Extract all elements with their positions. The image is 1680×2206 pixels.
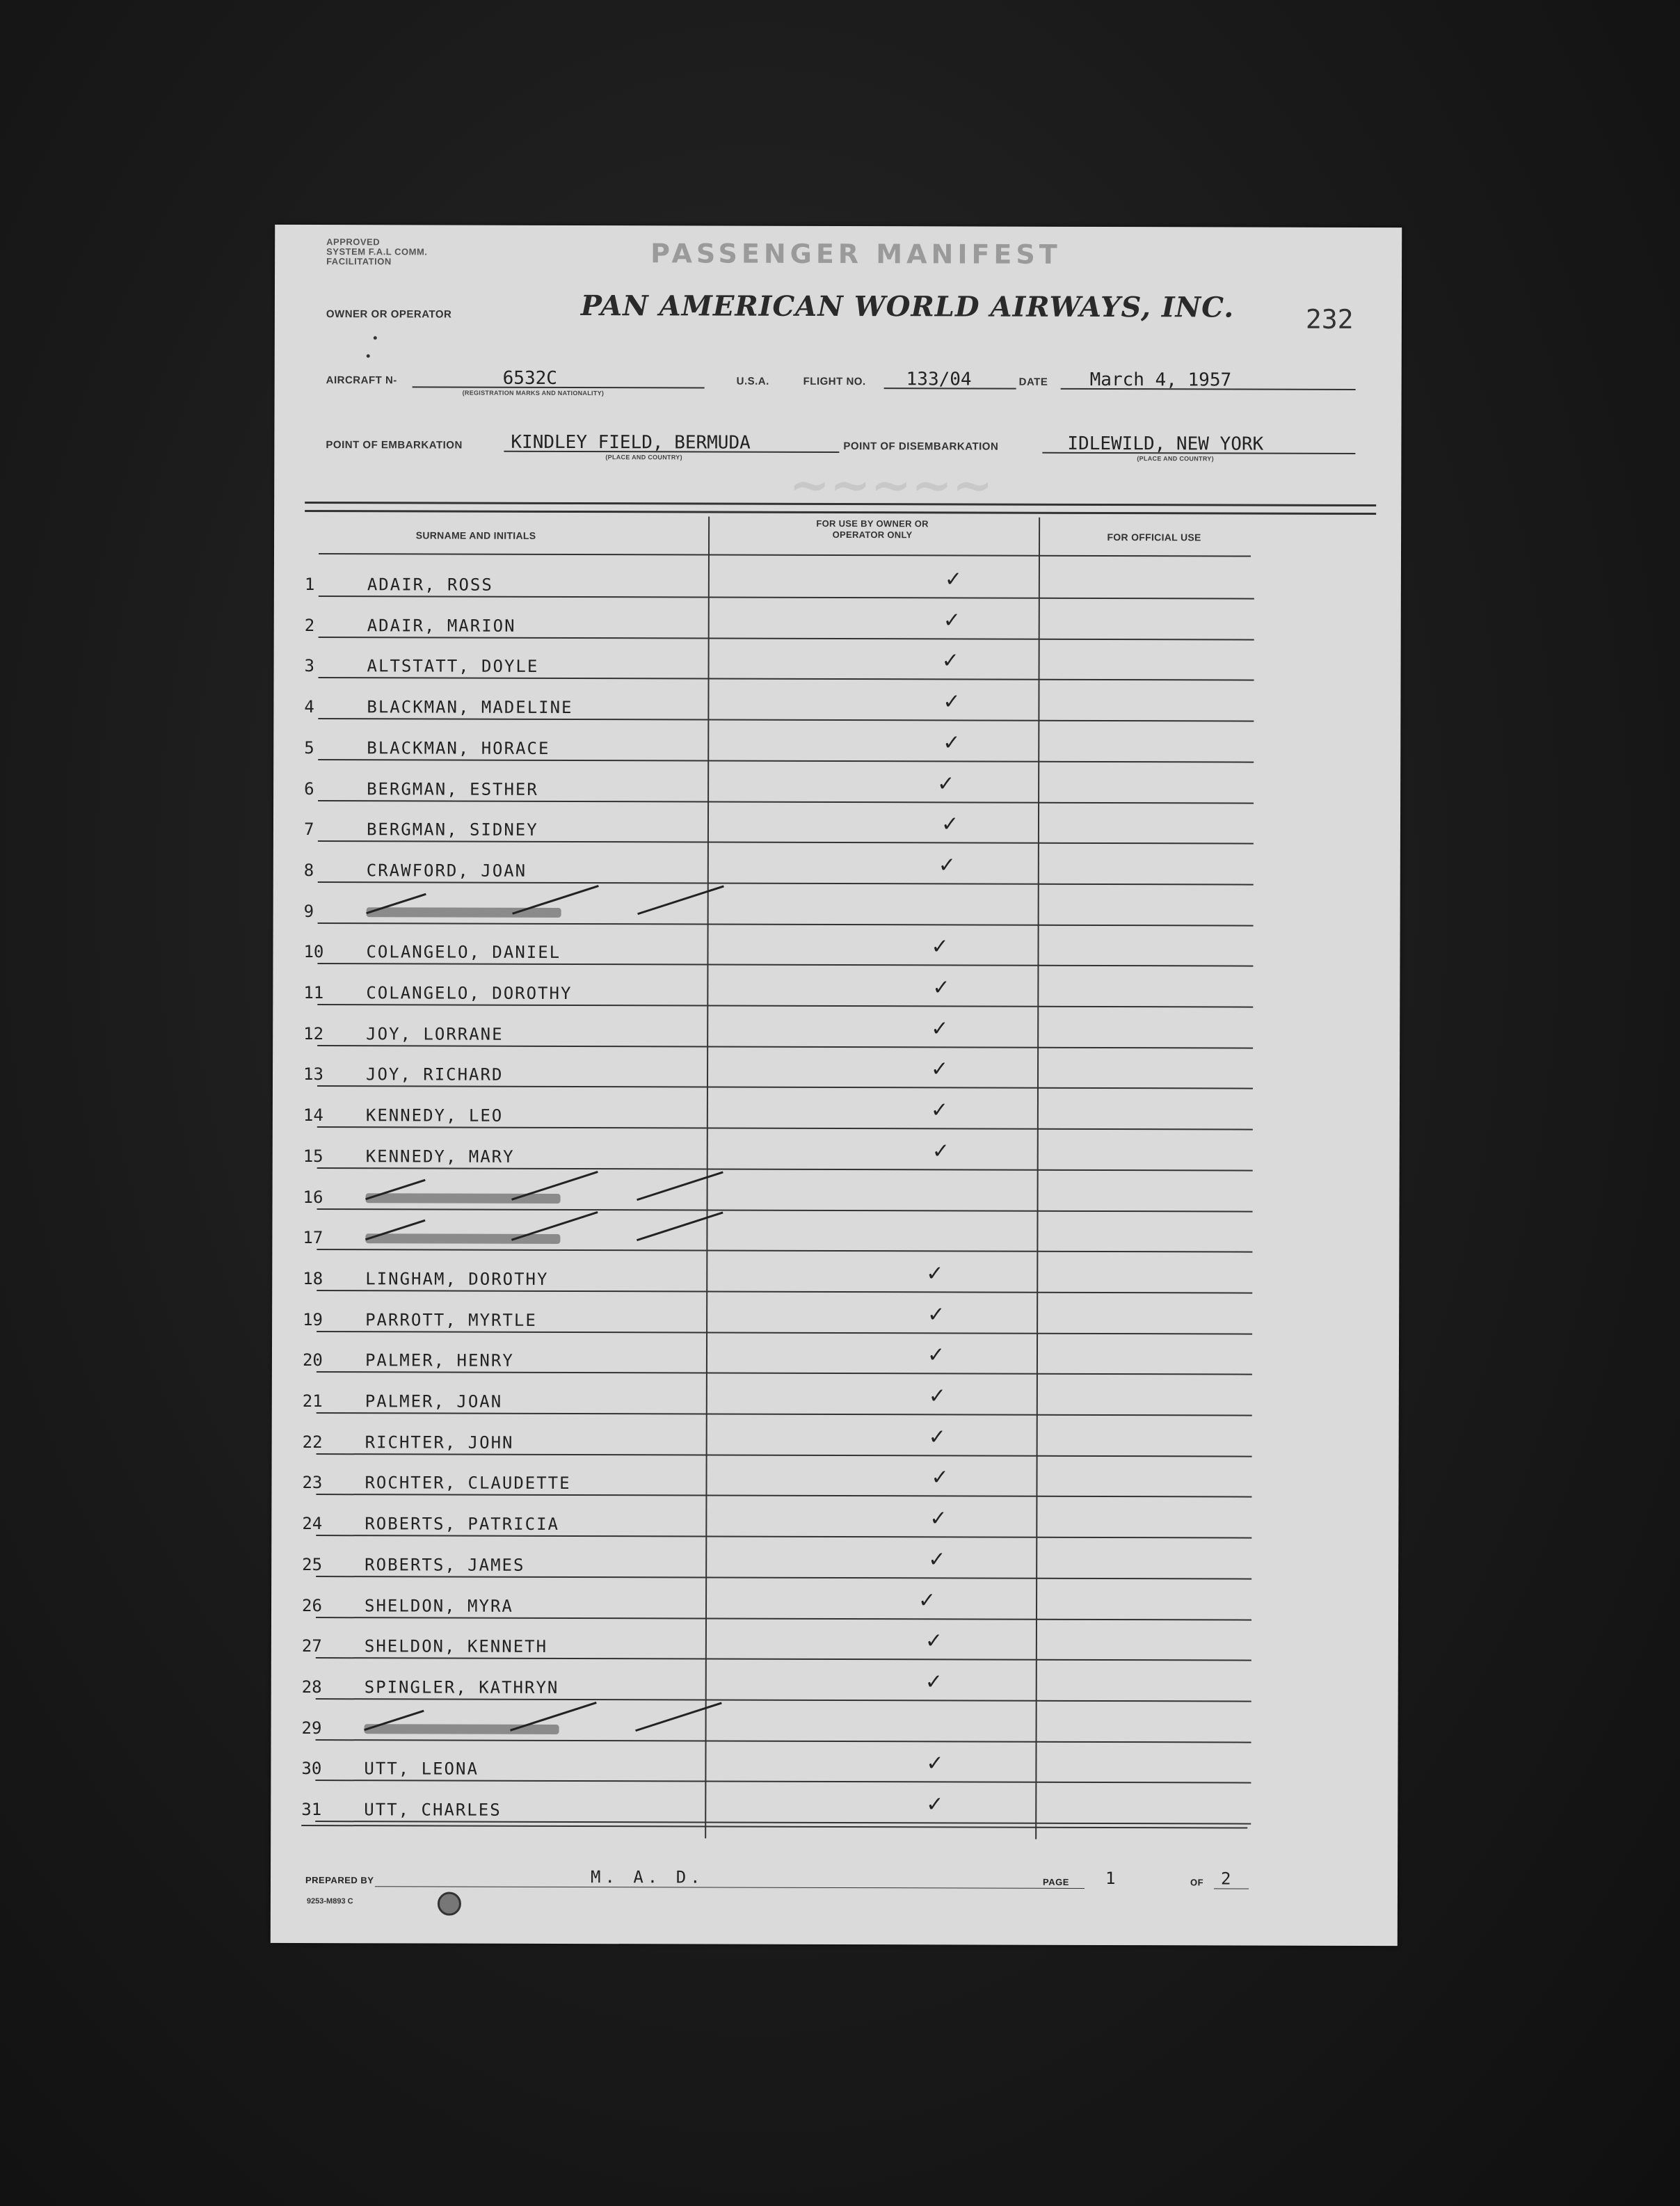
- list-item: [304, 719, 1250, 763]
- strike-through-line: [637, 885, 724, 915]
- list-item: [303, 1046, 1249, 1089]
- list-item: [302, 1454, 1248, 1498]
- passenger-name: RICHTER, JOHN: [365, 1432, 514, 1453]
- passenger-number: 27: [301, 1636, 322, 1656]
- passenger-number: 23: [302, 1473, 323, 1493]
- of-label: OF: [1190, 1877, 1204, 1888]
- passenger-name: ADAIR, MARION: [367, 615, 516, 636]
- check-mark-icon: ✓: [926, 1792, 944, 1817]
- passenger-number: 8: [303, 860, 314, 880]
- list-item: [302, 1659, 1248, 1702]
- passenger-number: 26: [302, 1595, 322, 1615]
- passenger-number: 29: [301, 1718, 322, 1738]
- page-id: 232: [1305, 303, 1354, 335]
- form-title: PASSENGER MANIFEST: [650, 238, 1062, 270]
- page-value: 1: [1105, 1869, 1116, 1889]
- passenger-name: BLACKMAN, MADELINE: [367, 697, 573, 718]
- passenger-number: 11: [303, 982, 324, 1003]
- passenger-name: KENNEDY, LEO: [365, 1105, 504, 1126]
- check-mark-icon: ✓: [929, 1506, 947, 1531]
- passenger-name: SHELDON, KENNETH: [364, 1636, 548, 1657]
- list-item: [303, 1250, 1249, 1294]
- passenger-number: 4: [304, 697, 314, 717]
- check-mark-icon: ✓: [938, 853, 957, 878]
- passenger-name: BERGMAN, SIDNEY: [366, 820, 538, 840]
- aircraft-label: AIRCRAFT N-: [326, 374, 397, 387]
- faint-background-stamp: ~~~~~: [789, 455, 993, 514]
- passenger-number: 2: [304, 615, 315, 635]
- check-mark-icon: ✓: [928, 1547, 946, 1572]
- approval-line: APPROVED: [326, 237, 381, 248]
- passenger-number: 22: [302, 1432, 323, 1452]
- list-item: [302, 1495, 1248, 1539]
- passenger-number: 13: [303, 1064, 323, 1085]
- prepared-by-value: M. A. D.: [590, 1867, 705, 1887]
- list-item: [302, 1576, 1248, 1620]
- disembarkation-value: IDLEWILD, NEW YORK: [1067, 433, 1264, 455]
- passenger-name: SPINGLER, KATHRYN: [364, 1677, 559, 1697]
- passenger-number: 25: [302, 1554, 323, 1574]
- list-item: [303, 964, 1249, 1008]
- check-mark-icon: ✓: [927, 1343, 945, 1368]
- passenger-name: ROBERTS, PATRICIA: [365, 1514, 560, 1535]
- list-item: [302, 1617, 1248, 1661]
- passenger-name: LINGHAM, DOROTHY: [365, 1269, 549, 1289]
- check-mark-icon: ✓: [941, 812, 959, 837]
- list-item: [303, 1168, 1249, 1212]
- check-mark-icon: ✓: [926, 1751, 944, 1776]
- check-mark-icon: ✓: [931, 1057, 949, 1082]
- check-mark-icon: ✓: [932, 975, 950, 1000]
- strike-through-line: [635, 1702, 722, 1732]
- date-label: DATE: [1018, 376, 1048, 388]
- passenger-number: 20: [302, 1350, 323, 1370]
- list-item: [304, 842, 1250, 886]
- column-header-owner-use: FOR USE BY OWNER OR OPERATOR ONLY: [816, 518, 929, 541]
- check-mark-icon: ✓: [943, 730, 961, 756]
- aircraft-line: [413, 386, 705, 388]
- date-value: March 4, 1957: [1089, 369, 1232, 391]
- flight-value: 133/04: [906, 369, 972, 390]
- check-mark-icon: ✓: [931, 1465, 949, 1490]
- list-item: [303, 1332, 1249, 1375]
- passenger-name: BERGMAN, ESTHER: [367, 778, 538, 799]
- list-item: [303, 1209, 1249, 1253]
- list-item: [305, 556, 1251, 600]
- passenger-number: 5: [304, 737, 314, 758]
- check-mark-icon: ✓: [930, 1098, 949, 1123]
- passenger-name: UTT, CHARLES: [364, 1800, 502, 1820]
- passenger-name: SHELDON, MYRA: [365, 1595, 513, 1616]
- passenger-name: JOY, RICHARD: [366, 1064, 504, 1085]
- passenger-number: 18: [303, 1268, 323, 1288]
- approval-line: SYSTEM F.A.L COMM.: [326, 246, 428, 257]
- passenger-number: 24: [302, 1514, 323, 1534]
- check-mark-icon: ✓: [941, 648, 959, 673]
- passenger-number: 3: [304, 656, 315, 676]
- list-item: [303, 1291, 1249, 1335]
- passenger-name: JOY, LORRANE: [366, 1023, 504, 1044]
- check-mark-icon: ✓: [943, 608, 961, 633]
- passenger-name: KENNEDY, MARY: [365, 1146, 515, 1167]
- list-item: [301, 1740, 1247, 1784]
- embarkation-caption: (PLACE AND COUNTRY): [605, 454, 682, 461]
- ink-dot: [374, 336, 377, 339]
- list-item: [303, 923, 1249, 967]
- footer-rule: [301, 1825, 1247, 1829]
- passenger-number: 15: [303, 1146, 323, 1166]
- manifest-page: [271, 225, 1402, 1946]
- passenger-number: 1: [304, 574, 315, 595]
- passenger-number: 19: [303, 1309, 323, 1329]
- list-item: [302, 1536, 1248, 1580]
- list-item: [302, 1700, 1248, 1743]
- check-mark-icon: ✓: [931, 1016, 949, 1041]
- passenger-name: ROBERTS, JAMES: [365, 1555, 525, 1575]
- row-line: [1035, 1823, 1251, 1825]
- prepared-by-line: [375, 1886, 1085, 1889]
- approval-stamp: [326, 237, 427, 266]
- strike-through-line: [637, 1171, 723, 1201]
- passenger-name: COLANGELO, DANIEL: [366, 942, 561, 963]
- passenger-name: PARROTT, MYRTLE: [365, 1309, 537, 1330]
- union-seal: [438, 1892, 461, 1916]
- redacted-name: [365, 1233, 560, 1244]
- flight-label: FLIGHT NO.: [803, 375, 866, 388]
- embarkation-label: POINT OF EMBARKATION: [326, 439, 463, 451]
- check-mark-icon: ✓: [937, 771, 955, 796]
- of-value: 2: [1220, 1869, 1231, 1889]
- check-mark-icon: ✓: [928, 1425, 946, 1450]
- passenger-number: 9: [303, 901, 314, 921]
- check-mark-icon: ✓: [928, 1384, 947, 1409]
- row-line: [705, 1822, 1035, 1824]
- ink-dot: [367, 354, 370, 358]
- list-item: [301, 1781, 1247, 1825]
- passenger-number: 31: [301, 1799, 322, 1820]
- airline-name: PAN AMERICAN WORLD AIRWAYS, INC.: [580, 289, 1235, 324]
- form-code: 9253-M893 C: [306, 1897, 353, 1906]
- of-line: [1214, 1888, 1249, 1889]
- passenger-name: UTT, LEONA: [364, 1759, 479, 1779]
- check-mark-icon: ✓: [944, 567, 963, 592]
- passenger-name: ADAIR, ROSS: [367, 575, 493, 595]
- passenger-number: 12: [303, 1023, 324, 1044]
- owner-label: OWNER OR OPERATOR: [326, 308, 452, 321]
- passenger-name: CRAWFORD, JOAN: [366, 861, 527, 881]
- passenger-name: COLANGELO, DOROTHY: [366, 983, 573, 1004]
- passenger-name: ROCHTER, CLAUDETTE: [365, 1473, 571, 1494]
- passenger-number: 30: [301, 1759, 322, 1779]
- embarkation-value: KINDLEY FIELD, BERMUDA: [511, 431, 751, 454]
- check-mark-icon: ✓: [925, 1670, 943, 1695]
- page-label: PAGE: [1042, 1876, 1069, 1887]
- passenger-number: 14: [303, 1105, 323, 1126]
- passenger-number: 6: [304, 778, 314, 799]
- passenger-name: BLACKMAN, HORACE: [367, 738, 550, 758]
- list-item: [303, 1128, 1249, 1172]
- passenger-name: PALMER, JOAN: [365, 1391, 503, 1412]
- passenger-number: 17: [303, 1228, 323, 1248]
- check-mark-icon: ✓: [918, 1588, 936, 1613]
- column-header-official-use: FOR OFFICIAL USE: [1107, 531, 1201, 543]
- approval-line: FACILITATION: [326, 256, 392, 267]
- list-item: [304, 883, 1250, 927]
- check-mark-icon: ✓: [925, 1629, 943, 1654]
- redacted-name: [367, 907, 561, 918]
- usa-label: U.S.A.: [736, 375, 769, 387]
- check-mark-icon: ✓: [927, 1302, 945, 1327]
- aircraft-caption: (REGISTRATION MARKS AND NATIONALITY): [462, 389, 605, 397]
- passenger-number: 16: [303, 1187, 323, 1207]
- list-item: [303, 1373, 1249, 1416]
- list-item: [303, 1414, 1249, 1457]
- redacted-name: [366, 1193, 561, 1204]
- list-item: [304, 678, 1250, 722]
- check-mark-icon: ✓: [943, 689, 961, 714]
- passenger-number: 28: [301, 1677, 322, 1697]
- list-item: [303, 1087, 1249, 1130]
- prepared-by-label: PREPARED BY: [305, 1875, 374, 1886]
- disembarkation-label: POINT OF DISEMBARKATION: [843, 440, 999, 453]
- passenger-number: 21: [302, 1391, 323, 1412]
- list-item: [304, 801, 1250, 845]
- passenger-number: 7: [303, 820, 314, 840]
- disembarkation-caption: (PLACE AND COUNTRY): [1137, 455, 1214, 463]
- list-item: [304, 760, 1250, 804]
- list-item: [305, 637, 1251, 681]
- redacted-name: [365, 1724, 559, 1734]
- passenger-name: PALMER, HENRY: [365, 1350, 514, 1371]
- row-line: [315, 1821, 705, 1823]
- aircraft-value: 6532C: [502, 367, 557, 389]
- check-mark-icon: ✓: [931, 1139, 950, 1164]
- check-mark-icon: ✓: [931, 934, 949, 959]
- strike-through-line: [637, 1212, 723, 1242]
- list-item: [305, 597, 1251, 641]
- column-header-name: SURNAME AND INITIALS: [415, 529, 536, 541]
- check-mark-icon: ✓: [926, 1261, 944, 1286]
- passenger-name: ALTSTATT, DOYLE: [367, 656, 539, 677]
- passenger-number: 10: [303, 942, 324, 962]
- list-item: [303, 1005, 1249, 1049]
